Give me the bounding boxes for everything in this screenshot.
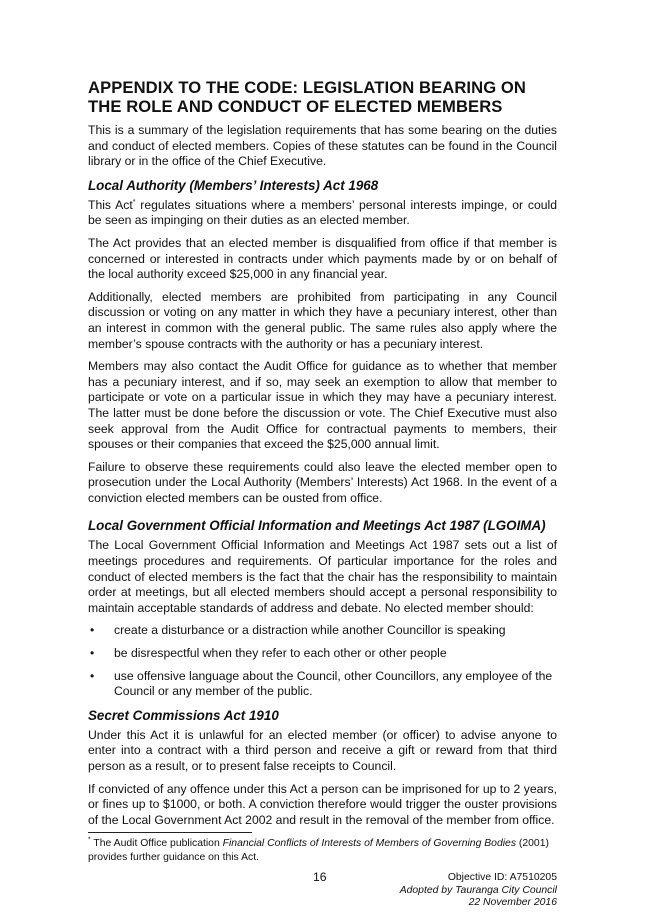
footnote-divider: [88, 832, 252, 833]
members-interests-paragraph-3: Additionally, elected members are prohibited from participating in any Council discussion or voting on any matter in which they have a pecuniary interest, other than an interest in common with the general public. The same rules also apply where the member’s spouse contracts with the authority or has a pecuniary interest.: [88, 289, 557, 351]
members-interests-paragraph-4: Members may also contact the Audit Office for guidance as to whether that member has a pecuniary interest, and if so, may seek an exemption to allow that member to participate or vote on a particular issue in which they may have a pecuniary interest. The latter must be done before the discussion or vote. The Chief Executive must also seek approval from the Audit Office for contractual payments to members, their spouses or their companies that exceed the $25,000 annual limit.: [88, 359, 557, 452]
section-heading-secret-commissions-act: Secret Commissions Act 1910: [88, 707, 279, 723]
footnote: [88, 837, 558, 864]
conduct-bullet-list: [88, 623, 557, 699]
adoption-date: 22 November 2016: [468, 897, 557, 908]
list-item: [88, 669, 557, 700]
page-title: APPENDIX TO THE CODE: LEGISLATION BEARING ON THE ROLE AND CONDUCT OF ELECTED MEMBERS: [88, 78, 527, 116]
bullet-icon: •: [90, 668, 95, 683]
page-number: 16: [313, 870, 327, 884]
members-interests-paragraph-1: [88, 198, 557, 229]
members-interests-paragraph-5: Failure to observe these requirements could also leave the elected member open to prosecution under the Local Authority (Members’ Interests) Act 1968. In the event of a conviction elected members can be ousted from office.: [88, 459, 557, 505]
objective-id: Objective ID: A7510205: [447, 872, 557, 883]
intro-paragraph: This is a summary of the legislation requirements that has some bearing on the duties and conduct of elected members. Copies of these statutes can be found in the Council library or in the office of the Chief Executive.: [88, 123, 557, 169]
list-item-text: create a disturbance or a distraction while another Councillor is speaking: [114, 623, 506, 638]
footnote-text: The Audit Office publication: [90, 838, 223, 849]
document-footer: [400, 872, 557, 910]
bullet-icon: •: [90, 623, 95, 638]
members-interests-paragraph-2: The Act provides that an elected member is disqualified from office if that member is concerned or interested in contracts under which payments made by or on behalf of the local authority exceed $25,000 in any financial year.: [88, 235, 557, 282]
section-heading-lgoima: Local Government Official Information and Meetings Act 1987 (LGOIMA): [88, 518, 546, 534]
secret-commissions-paragraph-1: Under this Act it is unlawful for an elected member (or officer) to advise anyone to enter into a contract with a third person and receive a gift or reward from that third person as a result, or to present false receipts to Council.: [88, 727, 557, 773]
bullet-icon: •: [90, 646, 95, 661]
footnote-mark: *: [88, 836, 91, 844]
secret-commissions-paragraph-2: If convicted of any offence under this Act a person can be imprisoned for up to 2 years, or fines up to $1000, or both. A conviction therefore would trigger the ouster provisions of the Local Government Act 2002 and result in the removal of the member from office.: [88, 781, 557, 827]
list-item-text: be disrespectful when they refer to each other or other people: [114, 646, 447, 661]
adopted-by: Adopted by Tauranga City Council: [399, 884, 557, 896]
lgoima-paragraph-1: The Local Government Official Information and Meetings Act 1987 sets out a list of meetings procedures and requirements. Of particular importance for the roles and conduct of elected members is the fact that the chair has the responsibility to maintain order at meetings, but all elected members should accept a personal responsibility to maintain acceptable standards of address and debate. No elected member should:: [88, 538, 557, 615]
list-item: [88, 646, 557, 662]
paragraph-text: regulates situations where a members’ personal interests impinge, or could be seen as impinging on their duties as an elected member.: [88, 197, 557, 228]
footnote-reference: *: [132, 198, 136, 206]
footnote-publication-title: Financial Conflicts of Interests of Members of Governing Bodies: [222, 838, 517, 849]
paragraph-text: This Act: [88, 197, 133, 212]
document-page: [88, 78, 557, 835]
list-item: [88, 623, 557, 639]
footnote-text: (2001) provides further guidance on this Act.: [88, 838, 549, 863]
list-item-text: use offensive language about the Council, other Councillors, any employee of the Council or any member of the public.: [114, 668, 553, 699]
section-heading-members-interests-act: Local Authority (Members’ Interests) Act 1968: [88, 177, 379, 193]
